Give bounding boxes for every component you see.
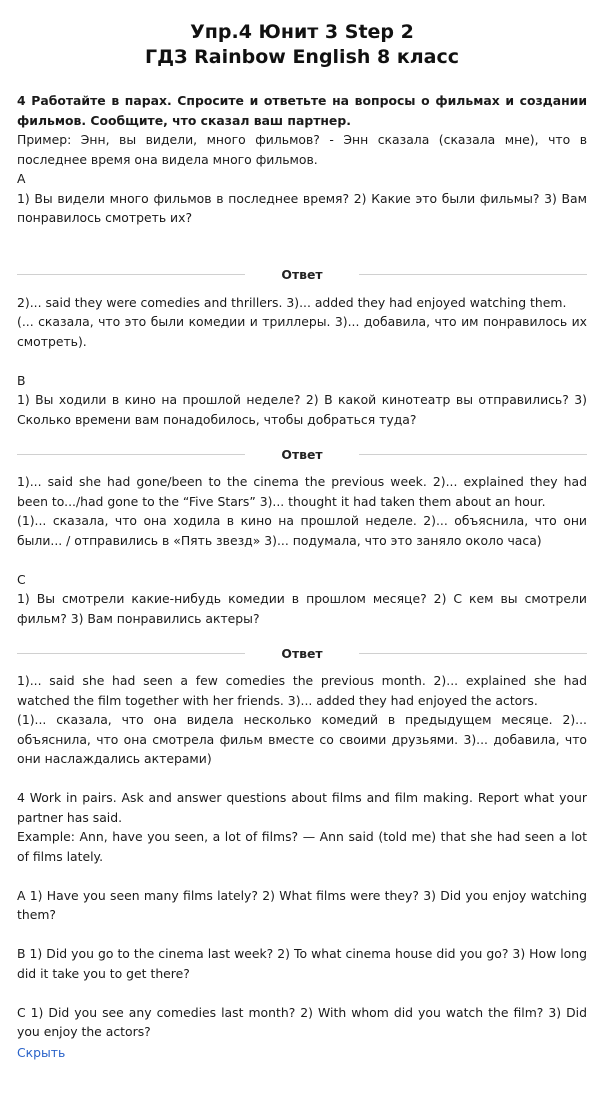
section-a-answer-en: 2)... said they were comedies and thrillers. 3)... added they had enjoyed watching them. [17,294,567,310]
section-c-letter: C [17,571,26,587]
answer-divider-b [17,445,587,464]
task-example: Пример: Энн, вы видели, много фильмов? - Энн сказала (сказала мне), что в последнее время она видела много фильмов. [17,132,587,167]
english-section-b: B 1) Did you go to the cinema last week? 2) To what cinema house did you go? 3) How long did it take you to get there? [17,946,587,981]
divider-line [17,653,245,654]
section-b-questions: 1) Вы ходили в кино на прошлой неделе? 2) В какой кинотеатр вы отправились? 3) Сколько времени вам понадобилось, чтобы добраться туда? [17,392,587,427]
divider-line [17,274,245,275]
title-line-1: Упр.4 Юнит 3 Step 2 [190,21,414,43]
section-b-letter: B [17,372,26,388]
section-a-letter: A [17,171,26,186]
hide-link[interactable]: Скрыть [17,1044,66,1060]
english-section-c: C 1) Did you see any comedies last month? 2) With whom did you watch the film? 3) Did you enjoy the actors? [17,1004,587,1039]
section-b-answer-ru: (1)... сказала, что она ходила в кино на прошлой неделе. 2)... объяснила, что они были... / отправились в «Пять звезд» 3)... подумала, что это заняло около часа) [17,513,587,548]
task-heading: 4 Работайте в парах. Спросите и ответьте на вопросы о фильмах и создании фильмов. Сообщите, что сказал ваш партнер. [17,93,587,128]
english-example: Example: Ann, have you seen, a lot of films? — Ann said (told me) that she had seen a lot of films lately. [17,829,587,864]
section-c-answer-ru: (1)... сказала, что она видела несколько комедий в предыдущем месяце. 2)... объяснила, что она смотрела фильм вместе со своими друзьями. 3)... добавила, что они наслаждались актерами) [17,712,587,766]
english-heading: 4 Work in pairs. Ask and answer questions about films and film making. Report what your partner has said. [17,790,587,825]
divider-line [359,454,587,455]
title-line-2: ГДЗ Rainbow English 8 класс [144,46,460,68]
section-c-questions: 1) Вы смотрели какие-нибудь комедии в прошлом месяце? 2) С кем вы смотрели фильм? 3) Вам понравились актеры? [17,591,587,626]
divider-line [359,274,587,275]
english-section-a: A 1) Have you seen many films lately? 2) What films were they? 3) Did you enjoy watching them? [17,887,587,922]
answer-label: Ответ [281,646,323,661]
section-c-answer-en: 1)... said she had seen a few comedies the previous month. 2)... explained she had watched the film together with her friends. 3)... added they had enjoyed the actors. [17,673,587,708]
section-a-questions: 1) Вы видели много фильмов в последнее время? 2) Какие это были фильмы? 3) Вам понравилось смотреть их? [17,190,587,225]
section-b-answer-en: 1)... said she had gone/been to the cinema the previous week. 2)... explained they had been to.../had gone to the “Five Stars” 3)... thought it had taken them about an hour. [17,474,587,509]
divider-line [17,454,245,455]
page-title [17,20,587,70]
answer-divider-a [17,265,587,284]
answer-label: Ответ [281,447,323,462]
answer-label: Ответ [281,266,323,282]
divider-line [359,653,587,654]
answer-divider-c [17,644,587,663]
section-a-answer-ru: (... сказала, что это были комедии и триллеры. 3)... добавила, что им понравилось их смотреть). [17,314,587,349]
